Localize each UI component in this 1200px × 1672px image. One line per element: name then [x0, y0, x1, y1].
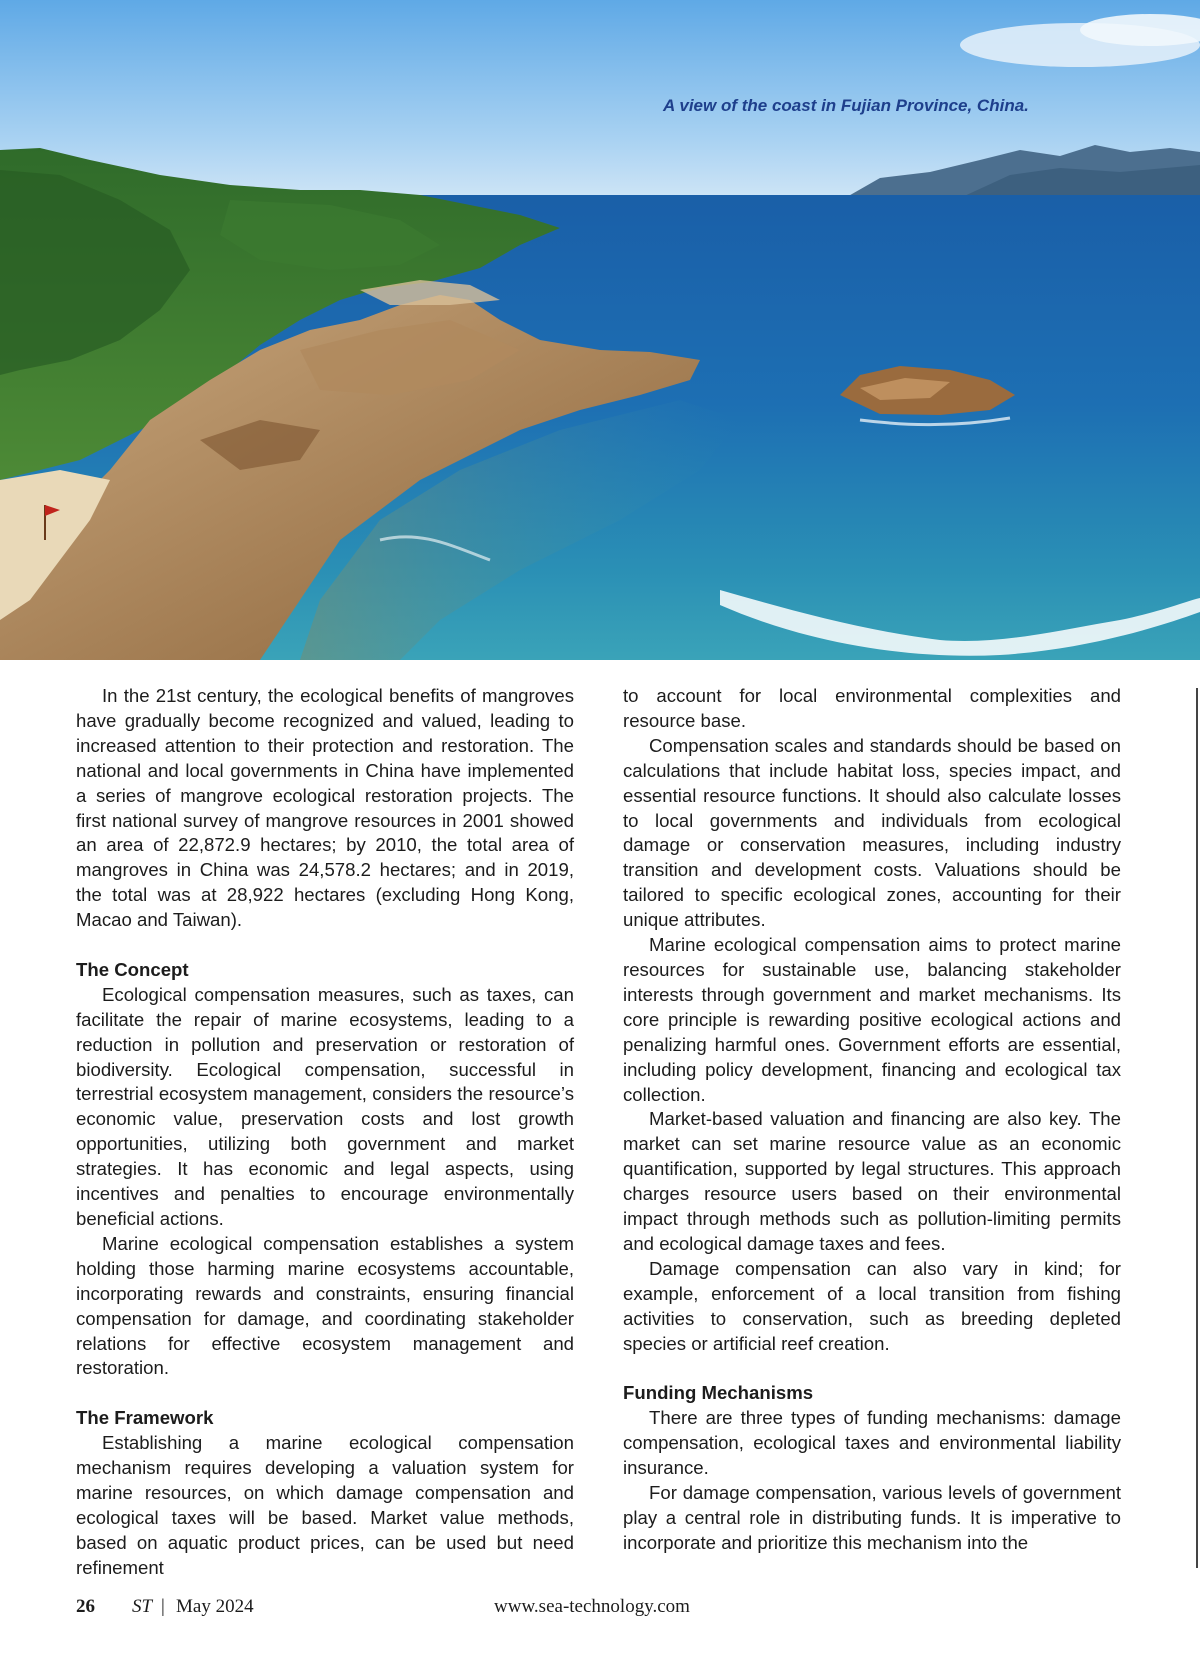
footer-separator: | — [161, 1596, 165, 1617]
section-heading-concept: The Concept — [76, 958, 189, 980]
intro-paragraph: In the 21st century, the ecological benefits of mangroves have gradually become recognized and valued, leading to increased attention to their protection and restoration. The national and local governments in China have implemented a series of mangrove ecological restoration projects. The first national survey of mangrove resources in 2001 showed an area of 22,872.9 hectares; by 2010, the total area of mangroves in China was 24,578.2 hectares; and in 2019, the total was at 28,922 hectares (excluding Hong Kong, Macao and Taiwan). — [76, 685, 574, 931]
continued-paragraph: to account for local environmental complexities and resource base. — [623, 685, 1121, 731]
column-edge-rule — [1196, 688, 1198, 1568]
page-number: 26 — [76, 1596, 95, 1617]
article-right-column — [623, 684, 1121, 1556]
funding-paragraph-1: There are three types of funding mechanisms: damage compensation, ecological taxes and environmental liability insurance. — [623, 1407, 1121, 1479]
framework-paragraph-5: Damage compensation can also vary in kind; for example, enforcement of a local transition from fishing activities to conservation, such as breeding depleted species or artificial reef creation. — [623, 1257, 1121, 1354]
page-footer — [76, 1596, 1116, 1626]
photo-caption: A view of the coast in Fujian Province, China. — [663, 96, 1029, 115]
concept-paragraph-2: Marine ecological compensation establishes a system holding those harming marine ecosystems accountable, incorporating rewards and constraints, ensuring financial compensation for damage, and coordinating stakeholder relations for effective ecosystem management and restoration. — [76, 1232, 574, 1379]
section-heading-framework: The Framework — [76, 1407, 214, 1429]
issue-date: May 2024 — [176, 1596, 254, 1617]
framework-paragraph-2: Compensation scales and standards should be based on calculations that include habitat loss, species impact, and essential resource functions. It should also calculate losses to local governments and individuals from ecological damage or conservation measures, including industry transition and development costs. Valuations should be tailored to specific ecological zones, accounting for their unique attributes. — [623, 734, 1121, 931]
coast-photo — [0, 0, 1200, 660]
framework-paragraph-4: Market-based valuation and financing are also key. The market can set marine resource value as an economic quantification, supported by legal structures. This approach charges resource users based on their environmental impact through methods such as pollution-limiting permits and ecological damage taxes and fees. — [623, 1108, 1121, 1254]
publication-abbrev: ST — [132, 1596, 153, 1617]
section-heading-funding: Funding Mechanisms — [623, 1382, 814, 1404]
framework-paragraph-1: Establishing a marine ecological compensation mechanism requires developing a valuation system for marine resources, on which damage compensation and ecological taxes will be based. Market value methods, based on aquatic product prices, can be used but need refinement — [76, 1432, 574, 1578]
website-url[interactable]: www.sea-technology.com — [494, 1596, 690, 1617]
article-left-column — [76, 684, 574, 1581]
concept-paragraph-1: Ecological compensation measures, such as taxes, can facilitate the repair of marine ecosystems, leading to a reduction in pollution and preservation or restoration of biodiversity. Ecological compensation, successful in terrestrial ecosystem management, considers the resource’s economic value, preservation costs and lost growth opportunities, utilizing both government and market strategies. It has economic and legal aspects, using incentives and penalties to encourage environmentally beneficial actions. — [76, 983, 574, 1230]
framework-paragraph-3: Marine ecological compensation aims to protect marine resources for sustainable use, balancing stakeholder interests through government and market mechanisms. Its core principle is rewarding positive ecological actions and penalizing harmful ones. Government efforts are essential, including policy development, financing and ecological tax collection. — [623, 934, 1121, 1105]
funding-paragraph-2: For damage compensation, various levels of government play a central role in distributing funds. It is imperative to incorporate and prioritize this mechanism into the — [623, 1481, 1121, 1553]
